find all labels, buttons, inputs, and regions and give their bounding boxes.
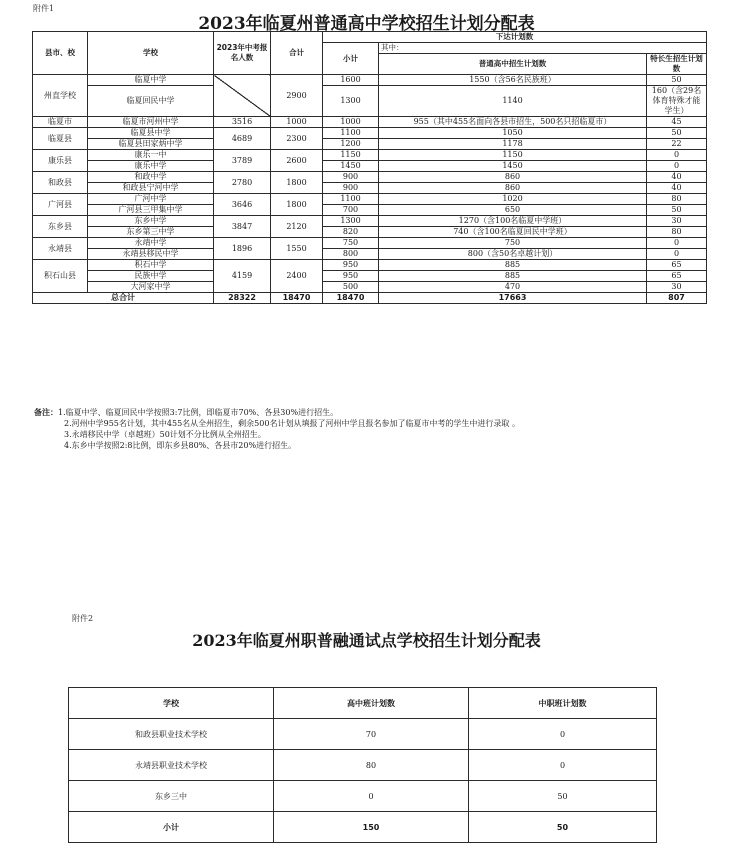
- grand-total-total: 18470: [271, 293, 323, 304]
- school-cell: 临夏中学: [88, 75, 214, 86]
- regular-plan-cell: 860: [379, 172, 647, 183]
- subtotal-cell: 1200: [323, 139, 379, 150]
- grand-total-applicants: 28322: [214, 293, 271, 304]
- enrollment-plan-body: [33, 75, 707, 304]
- enrollment-plan-table: [32, 31, 707, 304]
- total-label: 小计: [69, 812, 274, 843]
- special-plan-cell: 0: [647, 150, 707, 161]
- applicants-cell: 3847: [214, 216, 271, 238]
- table-row: [33, 172, 707, 183]
- total-cell: 2900: [271, 75, 323, 117]
- total-cell: 2600: [271, 150, 323, 172]
- notes-section: [34, 407, 694, 451]
- special-plan-cell: 50: [647, 75, 707, 86]
- subtotal-cell: 700: [323, 205, 379, 216]
- applicants-cell: 4689: [214, 128, 271, 150]
- total-row: [69, 812, 657, 843]
- subtotal-cell: 800: [323, 249, 379, 260]
- high-plan-cell: 0: [274, 781, 469, 812]
- school-cell: 永靖县移民中学: [88, 249, 214, 260]
- applicants-cell: 1896: [214, 238, 271, 260]
- applicants-cell: 4159: [214, 260, 271, 293]
- county-cell: 临夏县: [33, 128, 88, 150]
- table-row: [33, 227, 707, 238]
- vocational-plan-cell: 0: [469, 750, 657, 781]
- header-regular-plan: 普通高中招生计划数: [379, 54, 647, 75]
- vocational-plan-cell: 50: [469, 781, 657, 812]
- subtotal-cell: 950: [323, 271, 379, 282]
- special-plan-cell: 0: [647, 249, 707, 260]
- table-row: [33, 139, 707, 150]
- grand-total-row: [33, 293, 707, 304]
- school-cell: 临夏县中学: [88, 128, 214, 139]
- vocational-plan-table: [68, 687, 657, 843]
- grand-total-subtotal: 18470: [323, 293, 379, 304]
- subtotal-cell: 900: [323, 183, 379, 194]
- regular-plan-cell: 885: [379, 271, 647, 282]
- special-plan-cell: 30: [647, 216, 707, 227]
- annex-1-label: 附件1: [33, 4, 55, 13]
- table-row: [33, 183, 707, 194]
- grand-total-regular: 17663: [379, 293, 647, 304]
- notes-label: 备注：: [34, 408, 58, 417]
- table-row: [33, 260, 707, 271]
- subtotal-cell: 900: [323, 172, 379, 183]
- annex-1-title: 2023年临夏州普通高中学校招生计划分配表: [198, 14, 535, 34]
- special-plan-cell: 50: [647, 128, 707, 139]
- annex-2-title: 2023年临夏州职普融通试点学校招生计划分配表: [192, 631, 541, 650]
- special-plan-cell: 0: [647, 238, 707, 249]
- header-subtotal: 小计: [323, 43, 379, 75]
- total-vocational-plan: 50: [469, 812, 657, 843]
- subtotal-cell: 1150: [323, 150, 379, 161]
- header-total: 合计: [271, 32, 323, 75]
- special-plan-cell: 40: [647, 172, 707, 183]
- subtotal-cell: 950: [323, 260, 379, 271]
- special-plan-cell: 65: [647, 260, 707, 271]
- table-row: [33, 238, 707, 249]
- subtotal-cell: 750: [323, 238, 379, 249]
- county-cell: 州直学校: [33, 75, 88, 117]
- school-cell: 东乡三中: [69, 781, 274, 812]
- school-cell: 东乡第三中学: [88, 227, 214, 238]
- high-plan-cell: 80: [274, 750, 469, 781]
- total-cell: 1550: [271, 238, 323, 260]
- school-cell: 广河中学: [88, 194, 214, 205]
- county-cell: 临夏市: [33, 117, 88, 128]
- regular-plan-cell: 1140: [379, 86, 647, 117]
- total-cell: 2300: [271, 128, 323, 150]
- regular-plan-cell: 1178: [379, 139, 647, 150]
- total-cell: 2120: [271, 216, 323, 238]
- regular-plan-cell: 860: [379, 183, 647, 194]
- subtotal-cell: 1000: [323, 117, 379, 128]
- applicants-cell: 3789: [214, 150, 271, 172]
- school-cell: 康乐一中: [88, 150, 214, 161]
- school-cell: 和政县宁河中学: [88, 183, 214, 194]
- table-row: [33, 161, 707, 172]
- note-item: 3.永靖移民中学（卓越班）50计划不分比例从全州招生。: [64, 430, 266, 439]
- special-plan-cell: 45: [647, 117, 707, 128]
- header-school: 学校: [69, 688, 274, 719]
- header-issued-plan: 下达计划数: [323, 32, 707, 43]
- school-cell: 临夏市河州中学: [88, 117, 214, 128]
- school-cell: 积石中学: [88, 260, 214, 271]
- regular-plan-cell: 800（含50名卓越计划）: [379, 249, 647, 260]
- regular-plan-cell: 470: [379, 282, 647, 293]
- annex-2-label: 附件2: [72, 614, 94, 623]
- grand-total-special: 807: [647, 293, 707, 304]
- county-cell: 东乡县: [33, 216, 88, 238]
- header-applicants: 2023年中考报名人数: [214, 32, 271, 75]
- note-item: 1.临夏中学、临夏回民中学按照3:7比例，即临夏市70%、各县30%进行招生。: [58, 408, 339, 417]
- grand-total-label: 总合计: [33, 293, 214, 304]
- school-cell: 大河家中学: [88, 282, 214, 293]
- table-row: [33, 271, 707, 282]
- header-high-school-plan: 高中班计划数: [274, 688, 469, 719]
- regular-plan-cell: 885: [379, 260, 647, 271]
- school-cell: 和政中学: [88, 172, 214, 183]
- subtotal-cell: 1300: [323, 86, 379, 117]
- table-row: [33, 86, 707, 117]
- header-county: 县市、校: [33, 32, 88, 75]
- county-cell: 积石山县: [33, 260, 88, 293]
- table-row: [69, 781, 657, 812]
- special-plan-cell: 160（含29名体育特殊才能学生）: [647, 86, 707, 117]
- total-high-plan: 150: [274, 812, 469, 843]
- table-row: [33, 128, 707, 139]
- table-row: [33, 150, 707, 161]
- vocational-plan-cell: 0: [469, 719, 657, 750]
- special-plan-cell: 50: [647, 205, 707, 216]
- applicants-cell: 2780: [214, 172, 271, 194]
- note-item: 2.河州中学955名计划，其中455名从全州招生，剩余500名计划从填报了河州中学且报名参加了临夏市中考的学生中进行录取 。: [64, 419, 520, 428]
- header-among: 其中：: [379, 43, 707, 54]
- regular-plan-cell: 650: [379, 205, 647, 216]
- county-cell: 康乐县: [33, 150, 88, 172]
- school-cell: 永靖中学: [88, 238, 214, 249]
- subtotal-cell: 820: [323, 227, 379, 238]
- subtotal-cell: 1450: [323, 161, 379, 172]
- school-cell: 民族中学: [88, 271, 214, 282]
- special-plan-cell: 40: [647, 183, 707, 194]
- table-row: [33, 249, 707, 260]
- table-row: [33, 194, 707, 205]
- regular-plan-cell: 1050: [379, 128, 647, 139]
- regular-plan-cell: 1550（含56名民族班）: [379, 75, 647, 86]
- subtotal-cell: 1100: [323, 194, 379, 205]
- county-cell: 广河县: [33, 194, 88, 216]
- special-plan-cell: 0: [647, 161, 707, 172]
- applicants-cell: [214, 75, 271, 117]
- table-row: [33, 205, 707, 216]
- special-plan-cell: 80: [647, 227, 707, 238]
- county-cell: 永靖县: [33, 238, 88, 260]
- table-row: [33, 117, 707, 128]
- subtotal-cell: 1300: [323, 216, 379, 227]
- header-special-plan: 特长生招生计划数: [647, 54, 707, 75]
- special-plan-cell: 65: [647, 271, 707, 282]
- special-plan-cell: 30: [647, 282, 707, 293]
- school-cell: 临夏县田家炳中学: [88, 139, 214, 150]
- subtotal-cell: 500: [323, 282, 379, 293]
- high-plan-cell: 70: [274, 719, 469, 750]
- regular-plan-cell: 750: [379, 238, 647, 249]
- header-vocational-plan: 中职班计划数: [469, 688, 657, 719]
- total-cell: 1800: [271, 194, 323, 216]
- subtotal-cell: 1600: [323, 75, 379, 86]
- table-row: [33, 216, 707, 227]
- total-cell: 2400: [271, 260, 323, 293]
- school-cell: 临夏回民中学: [88, 86, 214, 117]
- regular-plan-cell: 1270（含100名临夏中学班）: [379, 216, 647, 227]
- school-cell: 和政县职业技术学校: [69, 719, 274, 750]
- regular-plan-cell: 1020: [379, 194, 647, 205]
- header-school: 学校: [88, 32, 214, 75]
- county-cell: 和政县: [33, 172, 88, 194]
- table-row: [33, 75, 707, 86]
- special-plan-cell: 22: [647, 139, 707, 150]
- table-row: [69, 719, 657, 750]
- school-cell: 永靖县职业技术学校: [69, 750, 274, 781]
- table-row: [69, 750, 657, 781]
- school-cell: 广河县三甲集中学: [88, 205, 214, 216]
- regular-plan-cell: 955（其中455名面向各县市招生，500名只招临夏市）: [379, 117, 647, 128]
- note-item: 4.东乡中学按照2:8比例，即东乡县80%、各县市20%进行招生。: [64, 441, 297, 450]
- regular-plan-cell: 1450: [379, 161, 647, 172]
- applicants-cell: 3646: [214, 194, 271, 216]
- school-cell: 东乡中学: [88, 216, 214, 227]
- total-cell: 1800: [271, 172, 323, 194]
- special-plan-cell: 80: [647, 194, 707, 205]
- total-cell: 1000: [271, 117, 323, 128]
- regular-plan-cell: 1150: [379, 150, 647, 161]
- table-row: [33, 282, 707, 293]
- regular-plan-cell: 740（含100名临夏回民中学班）: [379, 227, 647, 238]
- school-cell: 康乐中学: [88, 161, 214, 172]
- subtotal-cell: 1100: [323, 128, 379, 139]
- applicants-cell: 3516: [214, 117, 271, 128]
